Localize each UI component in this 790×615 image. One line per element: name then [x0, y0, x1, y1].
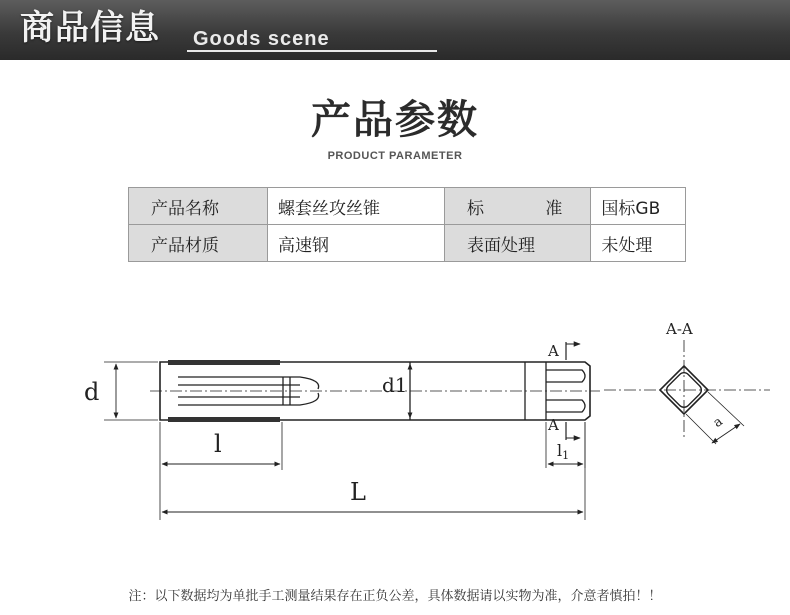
parameter-table	[128, 187, 686, 262]
label-A-top: A	[548, 342, 559, 360]
section-view	[604, 340, 770, 444]
header-banner	[0, 0, 790, 60]
label-l: l	[214, 430, 222, 458]
label-d: d	[84, 378, 100, 406]
label-l1	[557, 441, 569, 462]
label-l1-subscript: 1	[562, 449, 570, 462]
param-label: 标 准	[445, 188, 591, 225]
tap-technical-drawing	[0, 300, 790, 530]
banner-underline	[187, 50, 437, 52]
section-title: 产品参数	[311, 97, 479, 143]
param-value: 高速钢	[268, 225, 445, 262]
label-l1-main: l	[557, 441, 563, 460]
label-L: L	[350, 478, 366, 506]
param-value: 国标GB	[591, 188, 686, 225]
table-row	[129, 188, 686, 225]
param-label: 产品名称	[129, 188, 268, 225]
dimension-L	[162, 422, 585, 520]
label-section-AA: A-A	[666, 320, 693, 338]
tap-body	[150, 360, 600, 422]
dimension-d	[104, 362, 158, 420]
param-label: 产品材质	[129, 225, 268, 262]
param-value: 螺套丝攻丝锥	[268, 188, 445, 225]
table-row	[129, 225, 686, 262]
banner-title: 商品信息	[20, 8, 160, 48]
label-a: a	[710, 414, 726, 431]
label-d1: d1	[382, 373, 408, 397]
banner-subtitle: Goods scene	[193, 28, 330, 50]
disclaimer-note: 注：以下数据均为单批手工测量结果存在正负公差，具体数据请以实物为准，介意者慎拍！！	[128, 589, 662, 604]
param-value: 未处理	[591, 225, 686, 262]
param-label: 表面处理	[445, 225, 591, 262]
label-A-bottom: A	[548, 416, 559, 434]
section-subtitle: PRODUCT PARAMETER	[327, 150, 463, 162]
